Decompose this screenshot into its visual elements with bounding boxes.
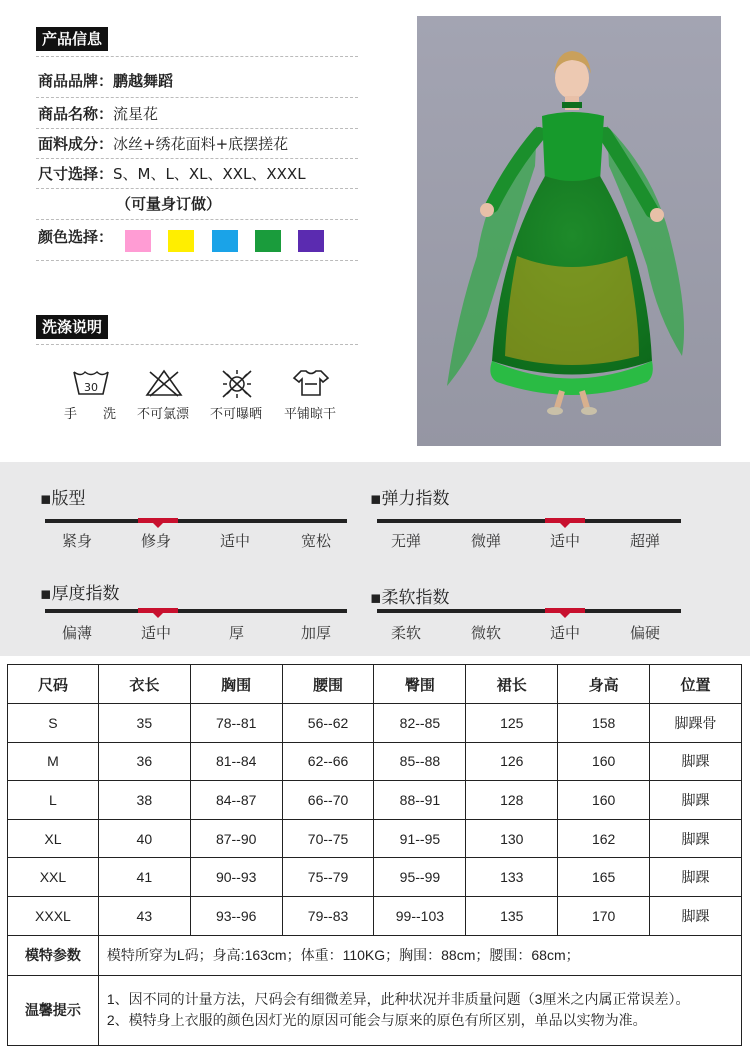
- column-header: 裙长: [466, 665, 558, 704]
- table-cell: 126: [466, 742, 558, 781]
- divider: [36, 97, 358, 98]
- table-cell: XXXL: [8, 896, 99, 935]
- thickness-option: 适中: [141, 624, 172, 642]
- softness-index-bar: [377, 609, 681, 613]
- elasticity-option: 适中: [550, 532, 581, 550]
- brand-row: 商品品牌：鹏越舞蹈: [38, 72, 174, 90]
- table-cell: 脚踝: [650, 858, 742, 897]
- table-cell: 88--91: [374, 781, 466, 820]
- column-header: 尺码: [8, 665, 99, 704]
- table-cell: 36: [98, 742, 190, 781]
- tips-row: [8, 975, 742, 1045]
- color-swatch-purple[interactable]: [298, 230, 324, 252]
- table-cell: 158: [558, 704, 650, 743]
- table-cell: XL: [8, 819, 99, 858]
- table-cell: 81--84: [190, 742, 282, 781]
- divider: [36, 219, 358, 220]
- table-cell: 79--83: [282, 896, 374, 935]
- table-cell: 82--85: [374, 704, 466, 743]
- fit-option: 宽松: [301, 532, 332, 550]
- color-swatch-yellow[interactable]: [168, 230, 194, 252]
- divider: [36, 128, 358, 129]
- elasticity-index-title: ▪弹力指数: [370, 489, 450, 509]
- column-header: 臀围: [374, 665, 466, 704]
- table-cell: 脚踝: [650, 742, 742, 781]
- thickness-option: 偏薄: [62, 624, 93, 642]
- table-row: [8, 858, 742, 897]
- table-cell: 130: [466, 819, 558, 858]
- softness-index-marker: [545, 608, 585, 613]
- table-cell: 125: [466, 704, 558, 743]
- table-cell: 38: [98, 781, 190, 820]
- table-cell: 脚踝: [650, 781, 742, 820]
- table-cell: 160: [558, 742, 650, 781]
- table-cell: 脚踝骨: [650, 704, 742, 743]
- softness-option: 微软: [471, 624, 502, 642]
- softness-index-title: ▪柔软指数: [370, 588, 450, 608]
- hand-wash-icon: [68, 368, 114, 398]
- color-swatch-blue[interactable]: [212, 230, 238, 252]
- sizes-value: S、M、L、XL、XXL、XXXL: [113, 165, 306, 183]
- thickness-index-marker: [138, 608, 178, 613]
- material-row: 面料成分：冰丝+绣花面料+底摆搓花: [38, 135, 289, 153]
- column-header: 位置: [650, 665, 742, 704]
- size-table: [7, 664, 742, 1046]
- fit-index-bar: [45, 519, 347, 523]
- model-params-row: [8, 935, 742, 975]
- table-row: [8, 781, 742, 820]
- fit-option: 修身: [141, 532, 172, 550]
- flat-dry-icon: [288, 368, 334, 398]
- table-cell: 43: [98, 896, 190, 935]
- color-swatch-pink[interactable]: [125, 230, 151, 252]
- elasticity-index-bar: [377, 519, 681, 523]
- care-label-flat-dry: 平铺晾干: [284, 407, 337, 422]
- column-header: 胸围: [190, 665, 282, 704]
- fit-index-title: ▪版型: [40, 489, 86, 509]
- tip-line: 2、模特身上衣服的颜色因灯光的原因可能会与原来的原色有所区别，单品以实物为准。: [106, 1012, 647, 1029]
- no-sun-icon: [214, 368, 260, 400]
- name-row: 商品名称：流星花: [38, 105, 159, 123]
- thickness-option: 厚: [229, 624, 245, 642]
- tip-line: 1、因不同的计量方法，尺码会有细微差异，此种状况并非质量问题（3厘米之内属正常误差）。: [106, 991, 690, 1008]
- table-cell: 脚踝: [650, 896, 742, 935]
- elasticity-index-marker: [545, 518, 585, 523]
- tips-text: [98, 975, 741, 1045]
- table-row: [8, 896, 742, 935]
- product-index-panel: [0, 462, 750, 656]
- table-row: [8, 742, 742, 781]
- table-cell: 160: [558, 781, 650, 820]
- product-info-section: [0, 0, 750, 460]
- table-cell: 162: [558, 819, 650, 858]
- custom-note: （可量身订做）: [116, 195, 222, 213]
- washing-heading: 洗涤说明: [36, 315, 108, 339]
- table-cell: 84--87: [190, 781, 282, 820]
- thickness-index-title: ▪厚度指数: [40, 584, 120, 604]
- material-value: 冰丝+绣花面料+底摆搓花: [113, 135, 289, 153]
- divider: [36, 260, 358, 261]
- table-cell: 95--99: [374, 858, 466, 897]
- color-row: 颜色选择：: [38, 228, 114, 246]
- column-header: 腰围: [282, 665, 374, 704]
- care-label-no-bleach: 不可氯漂: [137, 407, 190, 422]
- table-header-row: [8, 665, 742, 704]
- column-header: 身高: [558, 665, 650, 704]
- table-cell: 165: [558, 858, 650, 897]
- fit-index-marker: [138, 518, 178, 523]
- divider: [36, 344, 358, 345]
- table-cell: 87--90: [190, 819, 282, 858]
- divider: [36, 56, 358, 57]
- tips-label: 温馨提示: [8, 975, 99, 1045]
- table-cell: 85--88: [374, 742, 466, 781]
- fit-option: 紧身: [62, 532, 93, 550]
- table-row: [8, 819, 742, 858]
- table-cell: 脚踝: [650, 819, 742, 858]
- fit-option: 适中: [220, 532, 251, 550]
- brand-value: 鹏越舞蹈: [113, 72, 174, 90]
- softness-option: 偏硬: [630, 624, 661, 642]
- divider: [36, 158, 358, 159]
- softness-option: 适中: [550, 624, 581, 642]
- table-cell: 91--95: [374, 819, 466, 858]
- table-cell: 170: [558, 896, 650, 935]
- table-row: [8, 704, 742, 743]
- table-cell: 128: [466, 781, 558, 820]
- table-cell: 75--79: [282, 858, 374, 897]
- elasticity-option: 超弹: [630, 532, 661, 550]
- table-cell: 93--96: [190, 896, 282, 935]
- table-cell: S: [8, 704, 99, 743]
- model-params-label: 模特参数: [8, 935, 99, 975]
- sizes-row: 尺寸选择：S、M、L、XL、XXL、XXXL: [38, 165, 306, 183]
- no-bleach-icon: [141, 368, 187, 398]
- table-cell: L: [8, 781, 99, 820]
- care-label-no-sun: 不可曝晒: [210, 407, 263, 422]
- color-swatch-green[interactable]: [255, 230, 281, 252]
- model-params-text: 模特所穿为L码；身高:163cm；体重：110KG；胸围：88cm；腰围：68cm；: [98, 935, 741, 975]
- table-cell: 62--66: [282, 742, 374, 781]
- product-info-heading: 产品信息: [36, 27, 108, 51]
- table-cell: M: [8, 742, 99, 781]
- table-cell: 66--70: [282, 781, 374, 820]
- softness-option: 柔软: [391, 624, 422, 642]
- table-cell: XXL: [8, 858, 99, 897]
- product-photo: [417, 16, 721, 446]
- elasticity-option: 无弹: [391, 532, 422, 550]
- table-cell: 135: [466, 896, 558, 935]
- size-table-body: [8, 704, 742, 936]
- table-cell: 41: [98, 858, 190, 897]
- table-cell: 35: [98, 704, 190, 743]
- table-cell: 78--81: [190, 704, 282, 743]
- table-cell: 70--75: [282, 819, 374, 858]
- elasticity-option: 微弹: [471, 532, 502, 550]
- thickness-option: 加厚: [301, 624, 332, 642]
- table-cell: 56--62: [282, 704, 374, 743]
- thickness-index-bar: [45, 609, 347, 613]
- table-cell: 133: [466, 858, 558, 897]
- table-cell: 40: [98, 819, 190, 858]
- table-cell: 90--93: [190, 858, 282, 897]
- name-value: 流星花: [113, 105, 159, 123]
- column-header: 衣长: [98, 665, 190, 704]
- wash-temperature: 30: [84, 381, 98, 394]
- table-cell: 99--103: [374, 896, 466, 935]
- care-label-hand-wash: 手 洗: [64, 407, 117, 422]
- divider: [36, 188, 358, 189]
